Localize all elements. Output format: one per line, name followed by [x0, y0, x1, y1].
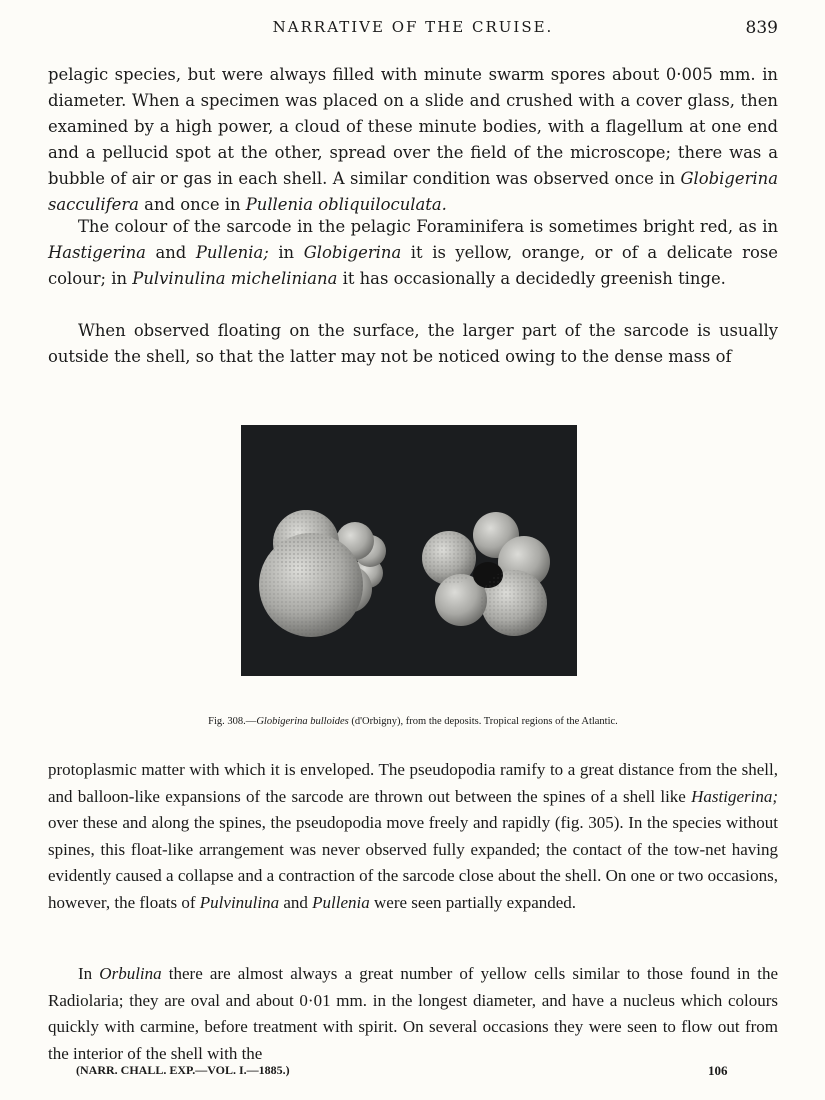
- text-run: protoplasmic matter with which it is enveloped. The pseudopodia ramify to a great distance from the shell, and balloon-like expansions of the sarcode are thrown out between the spines of a shell like: [48, 760, 778, 806]
- text-run: In: [78, 964, 100, 983]
- text-run: and once in: [138, 195, 246, 214]
- text-run: it is yellow, orange, or of a delicate rose colour; in: [48, 243, 778, 288]
- text-run: pelagic species, but were always filled with minute swarm spores about 0·005 mm. in diameter. When a specimen was placed on a slide and crushed with a cover glass, then examined by a high power, a cloud of these minute bodies, with a flagellum at one end and a pellucid spot at the other, spread over the field of the microscope; there was a bubble of air or gas in each shell. A similar condition was observed once in: [48, 65, 778, 188]
- text-run: in: [268, 243, 304, 262]
- globigerina-illustration: [241, 425, 577, 676]
- text-run: (d'Orbigny), from the deposits. Tropical regions of the Atlantic.: [348, 716, 618, 727]
- paragraph-orbulina-yellow-cells: [48, 961, 778, 1067]
- paragraph-sarcode-colour: [48, 214, 778, 292]
- paragraph-swarm-spores: [48, 62, 778, 218]
- italic-term: Globigerina sacculifera: [48, 169, 778, 214]
- italic-term: Globigerina: [303, 243, 402, 262]
- italic-term: Hastigerina;: [691, 786, 778, 806]
- italic-term: Pullenia: [312, 892, 370, 912]
- italic-term: Pulvinulina micheliniana: [132, 269, 338, 288]
- paragraph-pseudopodia: [48, 757, 778, 916]
- page-footer: [48, 1063, 778, 1083]
- signature-mark: (NARR. CHALL. EXP.—VOL. I.—1885.): [76, 1063, 290, 1077]
- italic-term: Hastigerina: [48, 243, 146, 262]
- running-header: [48, 18, 778, 42]
- running-title: NARRATIVE OF THE CRUISE.: [272, 18, 554, 36]
- figure-globigerina-plate: [241, 425, 577, 676]
- text-run: Fig. 308.—: [208, 716, 257, 727]
- specimen-right: [422, 512, 550, 636]
- italic-term: Pulvinulina: [199, 892, 280, 912]
- text-run: and: [279, 892, 313, 912]
- text-run: When observed floating on the surface, the larger part of the sarcode is usually outside the shell, so that the latter may not be noticed owing to the dense mass of: [48, 321, 778, 366]
- italic-term: Globigerina bulloides: [256, 716, 349, 727]
- figure-caption: [48, 716, 778, 727]
- italic-term: Pullenia obliquiloculata.: [245, 195, 447, 214]
- sheet-number: 106: [708, 1063, 728, 1078]
- text-run: it has occasionally a decidedly greenish tinge.: [337, 269, 726, 288]
- paragraph-floating-sarcode: [48, 318, 778, 370]
- text-run: were seen partially expanded.: [369, 892, 577, 912]
- italic-term: Pullenia;: [195, 243, 269, 262]
- text-run: there are almost always a great number of yellow cells similar to those found in the Radiolaria; they are oval and about 0·01 mm. in the longest diameter, and have a nucleus which colours quickly with carmine, before treatment with spirit. On several occasions they were seen to flow out from the interior of the shell with the: [48, 964, 778, 1063]
- text-run: over these and along the spines, the pseudopodia move freely and rapidly (fig. 305). In the species without spines, this float-like arrangement was never observed fully expanded; the contact of the tow-net having evidently caused a collapse and a contraction of the sarcode close about the shell. On one or two occasions, however, the floats of: [48, 813, 778, 912]
- specimen-left: [259, 510, 386, 637]
- text-run: and: [145, 243, 196, 262]
- page-number: 839: [745, 18, 778, 38]
- italic-term: Orbulina: [99, 964, 162, 983]
- text-run: The colour of the sarcode in the pelagic Foraminifera is sometimes bright red, as in: [78, 217, 778, 236]
